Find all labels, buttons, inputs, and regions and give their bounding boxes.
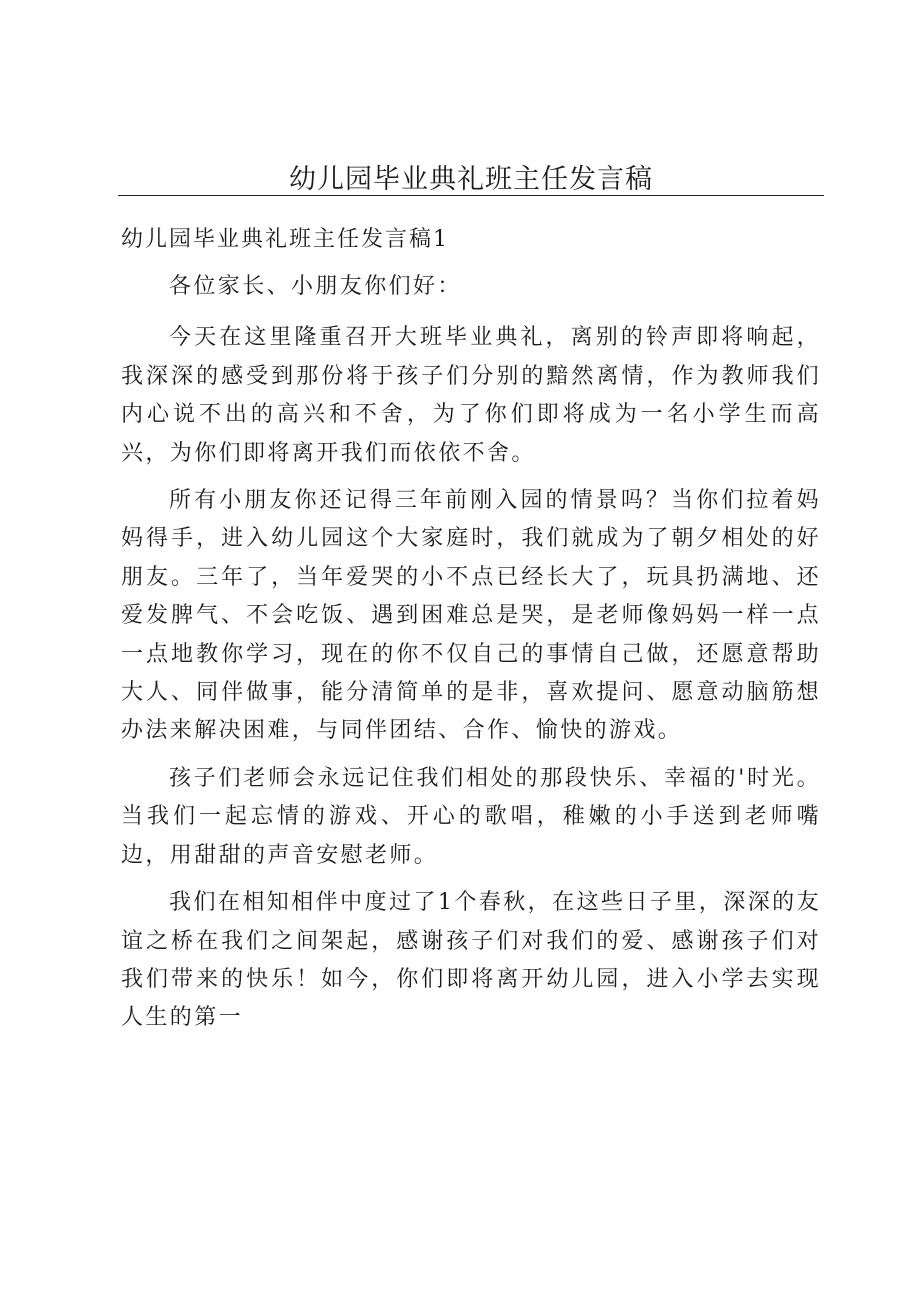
- paragraph: 今天在这里隆重召开大班毕业典礼，离别的铃声即将响起，我深深的感受到那份将于孩子们分别的黯然离情，作为教师我们内心说不出的高兴和不舍，为了你们即将成为一名小学生而高兴，为你们即将离开我们而依依不舍。: [121, 325, 821, 466]
- paragraph: 孩子们老师会永远记住我们相处的那段快乐、幸福的'时光。当我们一起忘情的游戏、开心的歌唱，稚嫩的小手送到老师嘴边，用甜甜的声音安慰老师。: [121, 765, 821, 868]
- section-heading: 幼儿园毕业典礼班主任发言稿1: [121, 227, 449, 252]
- paragraph: 所有小朋友你还记得三年前刚入园的情景吗？当你们拉着妈妈得手，进入幼儿园这个大家庭时，我们就成为了朝夕相处的好朋友。三年了，当年爱哭的小不点已经长大了，玩具扔满地、还爱发脾气、不会吃饭、遇到困难总是哭，是老师像妈妈一样一点一点地教你学习，现在的你不仅自己的事情自己做，还愿意帮助大人、同伴做事，能分清简单的是非，喜欢提问、愿意动脑筋想办法来解决困难，与同伴团结、合作、愉快的游戏。: [121, 488, 821, 744]
- greeting-paragraph: 各位家长、小朋友你们好：: [169, 274, 462, 299]
- title-underline: [118, 195, 824, 196]
- body-text: [121, 268, 821, 1038]
- paragraph: 我们在相知相伴中度过了1个春秋，在这些日子里，深深的友谊之桥在我们之间架起，感谢孩子们对我们的爱、感谢孩子们对我们带来的快乐！如今，你们即将离开幼儿园，进入小学去实现人生的第一: [121, 890, 821, 1031]
- document-title: 幼儿园毕业典礼班主任发言稿: [289, 164, 653, 195]
